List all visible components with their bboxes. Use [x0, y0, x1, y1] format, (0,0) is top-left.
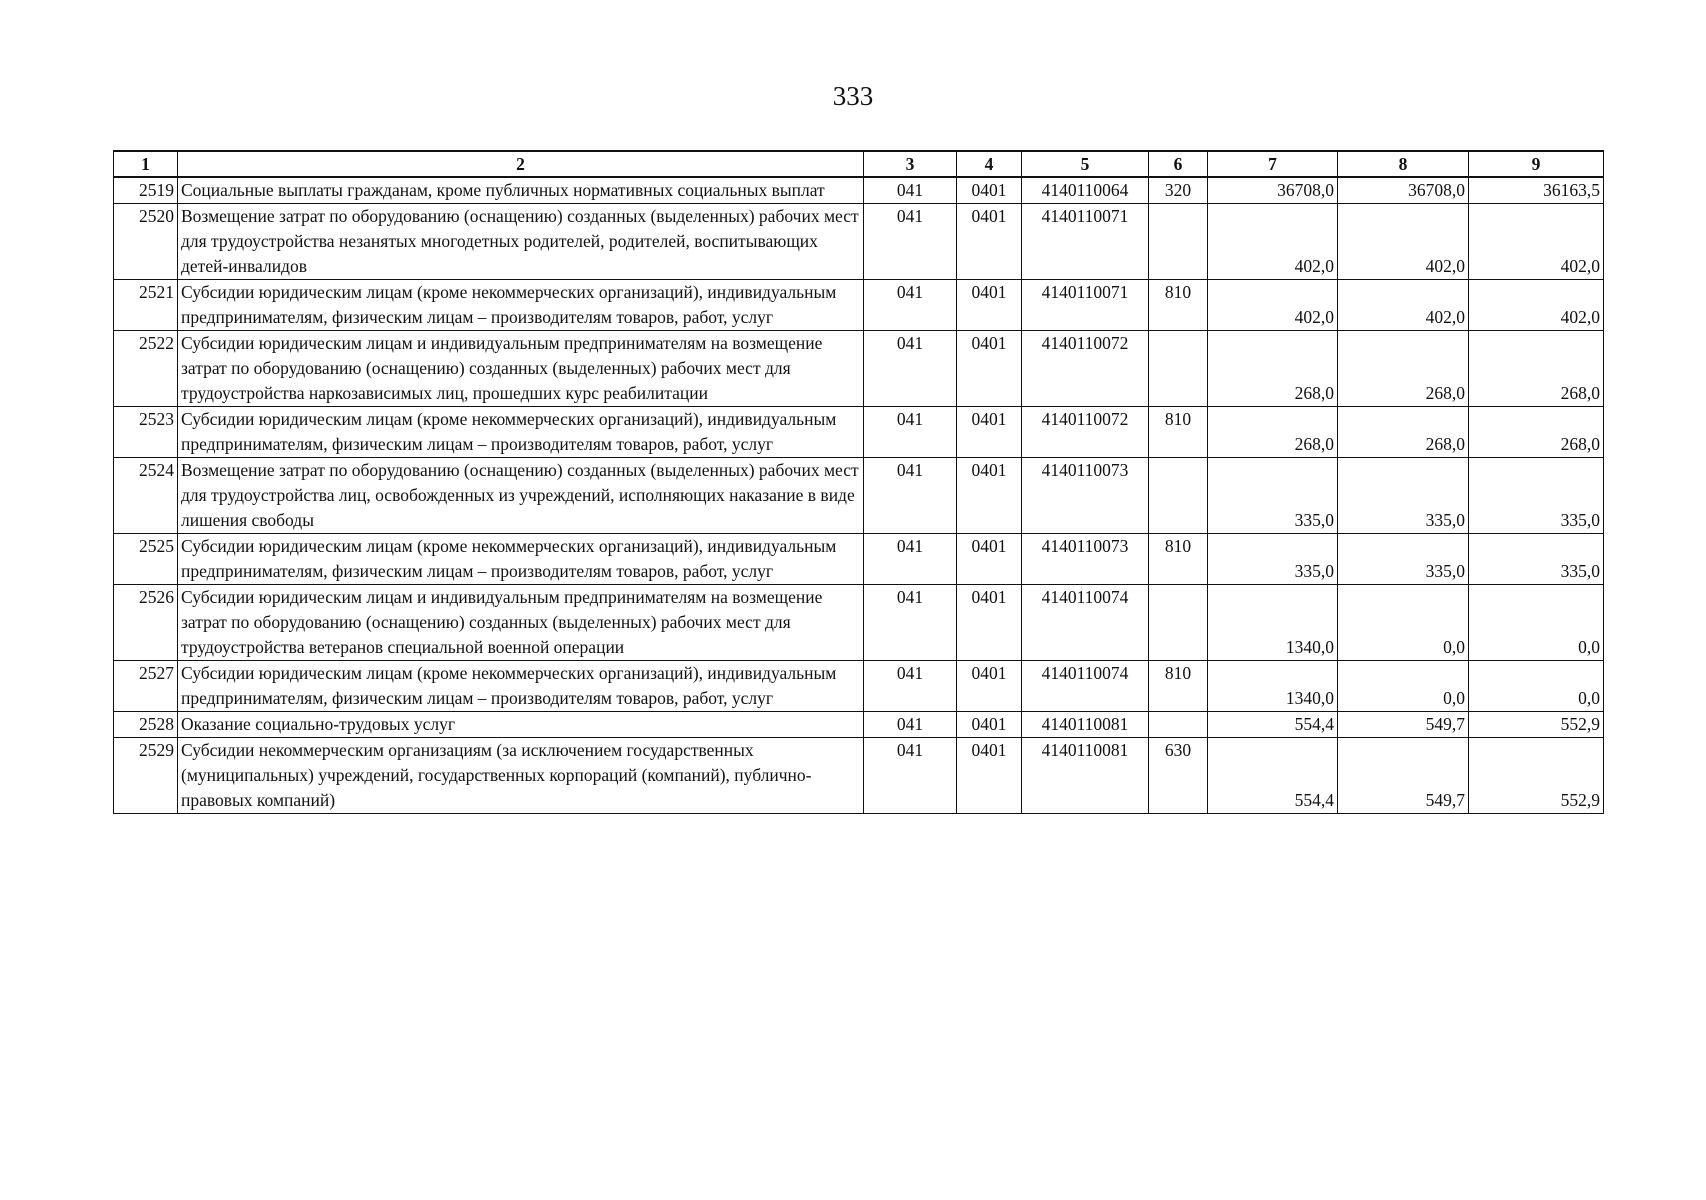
cell-col3: 041: [864, 407, 957, 458]
cell-col6: 810: [1149, 280, 1208, 331]
cell-col4: 0401: [957, 458, 1022, 534]
cell-col7: 554,4: [1208, 712, 1338, 738]
row-name: Субсидии юридическим лицам (кроме некоммерческих организаций), индивидуальным предпринимателям, физическим лицам – производителям товаров, работ, услуг: [178, 534, 864, 585]
cell-col9: 335,0: [1469, 458, 1604, 534]
cell-col5: 4140110071: [1022, 204, 1149, 280]
cell-col7: 36708,0: [1208, 177, 1338, 204]
cell-col9: 268,0: [1469, 331, 1604, 407]
cell-col8: 549,7: [1338, 738, 1469, 814]
cell-col7: 1340,0: [1208, 585, 1338, 661]
cell-col9: 552,9: [1469, 738, 1604, 814]
cell-col4: 0401: [957, 585, 1022, 661]
cell-col5: 4140110074: [1022, 585, 1149, 661]
cell-col9: 552,9: [1469, 712, 1604, 738]
row-name: Возмещение затрат по оборудованию (оснащению) созданных (выделенных) рабочих мест для трудоустройства незанятых многодетных родителей, родителей, воспитывающих детей-инвалидов: [178, 204, 864, 280]
cell-col5: 4140110072: [1022, 407, 1149, 458]
row-number: 2519: [114, 177, 178, 204]
cell-col9: 0,0: [1469, 585, 1604, 661]
table-row: [114, 534, 1604, 585]
row-name: Субсидии юридическим лицам и индивидуальным предпринимателям на возмещение затрат по оборудованию (оснащению) созданных (выделенных) рабочих мест для трудоустройства наркозависимых лиц, прошедших курс реабилитации: [178, 331, 864, 407]
cell-col8: 268,0: [1338, 407, 1469, 458]
cell-col7: 268,0: [1208, 407, 1338, 458]
column-header: 6: [1149, 151, 1208, 177]
cell-col5: 4140110081: [1022, 712, 1149, 738]
cell-col3: 041: [864, 585, 957, 661]
cell-col4: 0401: [957, 177, 1022, 204]
row-number: 2522: [114, 331, 178, 407]
cell-col4: 0401: [957, 661, 1022, 712]
cell-col3: 041: [864, 661, 957, 712]
cell-col9: 402,0: [1469, 280, 1604, 331]
table-row: [114, 585, 1604, 661]
table-row: [114, 738, 1604, 814]
row-name: Социальные выплаты гражданам, кроме публичных нормативных социальных выплат: [178, 177, 864, 204]
cell-col4: 0401: [957, 331, 1022, 407]
cell-col6: [1149, 458, 1208, 534]
cell-col4: 0401: [957, 534, 1022, 585]
row-name: Субсидии юридическим лицам (кроме некоммерческих организаций), индивидуальным предпринимателям, физическим лицам – производителям товаров, работ, услуг: [178, 280, 864, 331]
cell-col5: 4140110081: [1022, 738, 1149, 814]
cell-col7: 268,0: [1208, 331, 1338, 407]
cell-col3: 041: [864, 204, 957, 280]
cell-col7: 335,0: [1208, 458, 1338, 534]
cell-col5: 4140110073: [1022, 458, 1149, 534]
column-header: 7: [1208, 151, 1338, 177]
cell-col5: 4140110071: [1022, 280, 1149, 331]
table-row: [114, 407, 1604, 458]
cell-col7: 1340,0: [1208, 661, 1338, 712]
cell-col6: 810: [1149, 407, 1208, 458]
cell-col4: 0401: [957, 204, 1022, 280]
row-number: 2527: [114, 661, 178, 712]
cell-col9: 0,0: [1469, 661, 1604, 712]
table-row: [114, 661, 1604, 712]
cell-col3: 041: [864, 458, 957, 534]
table-row: [114, 331, 1604, 407]
cell-col7: 335,0: [1208, 534, 1338, 585]
cell-col3: 041: [864, 177, 957, 204]
cell-col5: 4140110074: [1022, 661, 1149, 712]
cell-col4: 0401: [957, 407, 1022, 458]
column-header: 8: [1338, 151, 1469, 177]
row-number: 2524: [114, 458, 178, 534]
cell-col6: 810: [1149, 534, 1208, 585]
table-row: [114, 280, 1604, 331]
row-number: 2528: [114, 712, 178, 738]
cell-col3: 041: [864, 712, 957, 738]
cell-col5: 4140110073: [1022, 534, 1149, 585]
row-number: 2525: [114, 534, 178, 585]
table-row: [114, 712, 1604, 738]
row-number: 2520: [114, 204, 178, 280]
cell-col6: [1149, 331, 1208, 407]
row-number: 2523: [114, 407, 178, 458]
cell-col6: 630: [1149, 738, 1208, 814]
cell-col8: 36708,0: [1338, 177, 1469, 204]
row-number: 2529: [114, 738, 178, 814]
cell-col4: 0401: [957, 738, 1022, 814]
cell-col8: 0,0: [1338, 661, 1469, 712]
table-row: [114, 177, 1604, 204]
cell-col7: 554,4: [1208, 738, 1338, 814]
cell-col5: 4140110072: [1022, 331, 1149, 407]
cell-col8: 335,0: [1338, 458, 1469, 534]
row-name: Возмещение затрат по оборудованию (оснащению) созданных (выделенных) рабочих мест для трудоустройства лиц, освобожденных из учреждений, исполняющих наказание в виде лишения свободы: [178, 458, 864, 534]
row-number: 2526: [114, 585, 178, 661]
page-number: 333: [832, 81, 874, 111]
column-header: 4: [957, 151, 1022, 177]
header-row: [114, 151, 1604, 177]
cell-col9: 335,0: [1469, 534, 1604, 585]
cell-col6: 810: [1149, 661, 1208, 712]
column-header: 3: [864, 151, 957, 177]
cell-col8: 335,0: [1338, 534, 1469, 585]
row-name: Оказание социально-трудовых услуг: [178, 712, 864, 738]
cell-col8: 0,0: [1338, 585, 1469, 661]
cell-col6: 320: [1149, 177, 1208, 204]
column-header: 1: [114, 151, 178, 177]
cell-col4: 0401: [957, 280, 1022, 331]
cell-col8: 549,7: [1338, 712, 1469, 738]
table-row: [114, 204, 1604, 280]
cell-col4: 0401: [957, 712, 1022, 738]
cell-col3: 041: [864, 331, 957, 407]
row-name: Субсидии юридическим лицам (кроме некоммерческих организаций), индивидуальным предпринимателям, физическим лицам – производителям товаров, работ, услуг: [178, 407, 864, 458]
cell-col8: 268,0: [1338, 331, 1469, 407]
cell-col3: 041: [864, 534, 957, 585]
row-name: Субсидии некоммерческим организациям (за исключением государственных (муниципальных) учреждений, государственных корпораций (компаний), публично-правовых компаний): [178, 738, 864, 814]
cell-col3: 041: [864, 738, 957, 814]
column-header: 2: [178, 151, 864, 177]
cell-col9: 402,0: [1469, 204, 1604, 280]
table-row: [114, 458, 1604, 534]
row-number: 2521: [114, 280, 178, 331]
cell-col9: 268,0: [1469, 407, 1604, 458]
cell-col8: 402,0: [1338, 204, 1469, 280]
budget-table: [113, 150, 1604, 814]
column-header: 9: [1469, 151, 1604, 177]
cell-col8: 402,0: [1338, 280, 1469, 331]
column-header: 5: [1022, 151, 1149, 177]
cell-col7: 402,0: [1208, 280, 1338, 331]
cell-col3: 041: [864, 280, 957, 331]
row-name: Субсидии юридическим лицам (кроме некоммерческих организаций), индивидуальным предпринимателям, физическим лицам – производителям товаров, работ, услуг: [178, 661, 864, 712]
cell-col6: [1149, 585, 1208, 661]
cell-col7: 402,0: [1208, 204, 1338, 280]
cell-col9: 36163,5: [1469, 177, 1604, 204]
cell-col5: 4140110064: [1022, 177, 1149, 204]
cell-col6: [1149, 712, 1208, 738]
row-name: Субсидии юридическим лицам и индивидуальным предпринимателям на возмещение затрат по оборудованию (оснащению) созданных (выделенных) рабочих мест для трудоустройства ветеранов специальной военной операции: [178, 585, 864, 661]
cell-col6: [1149, 204, 1208, 280]
